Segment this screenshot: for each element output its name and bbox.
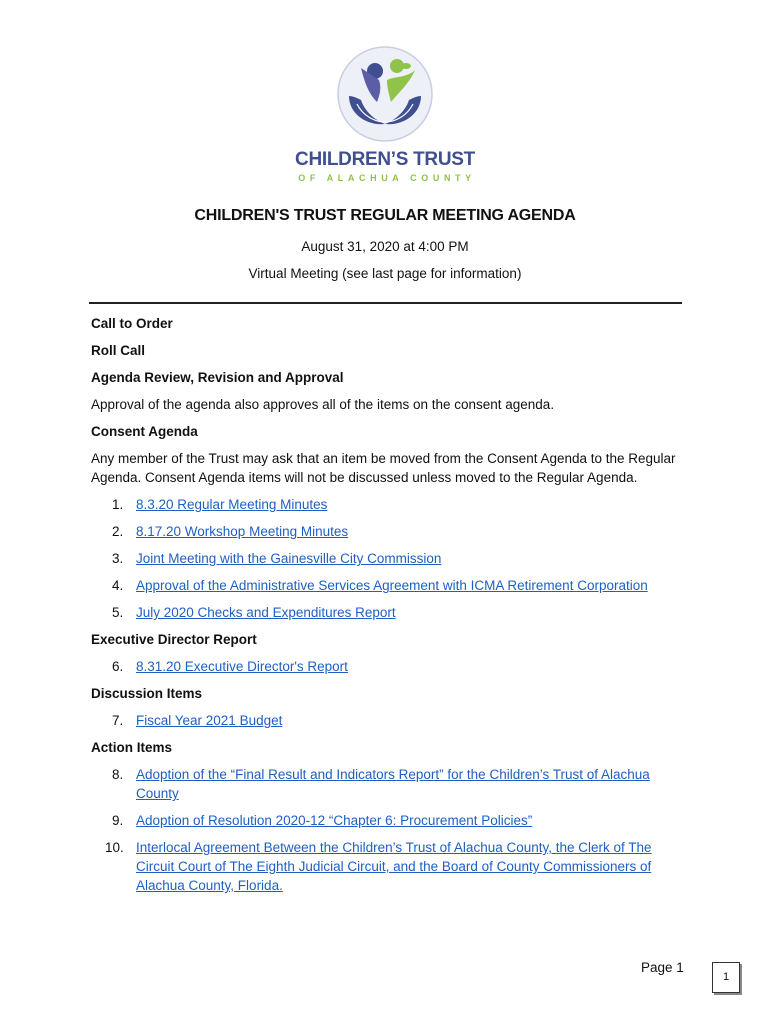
discussion-list: [91, 711, 681, 730]
consent-agenda-note: Any member of the Trust may ask that an item be moved from the Consent Agenda to the Regular Agenda. Consent Agenda items will not be discussed unless moved to the Regular Agenda.: [91, 451, 676, 485]
logo-title: CHILDREN’S TRUST: [295, 149, 475, 170]
agenda-item-link[interactable]: Joint Meeting with the Gainesville City Commission: [136, 551, 442, 566]
consent-agenda-list: [91, 495, 681, 622]
page-number-label: Page 1: [641, 960, 684, 975]
item-number: 6.: [112, 659, 124, 674]
agenda-item-link[interactable]: Adoption of the “Final Result and Indicators Report” for the Children’s Trust of Alachua County: [136, 767, 650, 801]
action-list: [91, 765, 681, 895]
agenda-item-link[interactable]: Fiscal Year 2021 Budget: [136, 713, 283, 728]
page-number-badge: 1: [712, 962, 740, 993]
list-item: [91, 657, 681, 676]
agenda-item-link[interactable]: Adoption of Resolution 2020-12 “Chapter 6: Procurement Policies”: [136, 813, 533, 828]
executive-report-list: [91, 657, 681, 676]
section-roll-call: Roll Call: [91, 343, 146, 358]
childrens-trust-logo-icon: [335, 44, 435, 144]
item-number: 9.: [112, 813, 124, 828]
agenda-item-link[interactable]: 8.17.20 Workshop Meeting Minutes: [136, 524, 349, 539]
logo-subtitle: OF ALACHUA COUNTY: [298, 173, 476, 183]
agenda-item-link[interactable]: 8.31.20 Executive Director's Report: [136, 659, 348, 674]
item-number: 3.: [112, 551, 124, 566]
section-discussion-items: Discussion Items: [91, 686, 203, 701]
section-call-to-order: Call to Order: [91, 316, 173, 331]
agenda-item-link[interactable]: Interlocal Agreement Between the Children’s Trust of Alachua County, the Clerk of The Circuit Court of The Eighth Judicial Circuit, and the Board of County Commissioners of Alachua County, Florida.: [136, 840, 652, 893]
list-item: [91, 711, 681, 730]
section-consent-agenda: Consent Agenda: [91, 424, 198, 439]
page-title: CHILDREN'S TRUST REGULAR MEETING AGENDA: [194, 207, 576, 224]
list-item: [91, 495, 681, 514]
agenda-item-link[interactable]: 8.3.20 Regular Meeting Minutes: [136, 497, 328, 512]
item-number: 2.: [112, 524, 124, 539]
list-item: [91, 765, 681, 803]
agenda-body: [91, 314, 681, 903]
list-item: [91, 603, 681, 622]
list-item: [91, 576, 681, 595]
agenda-item-link[interactable]: Approval of the Administrative Services Agreement with ICMA Retirement Corporation: [136, 578, 648, 593]
item-number: 4.: [112, 578, 124, 593]
item-number: 1.: [112, 497, 124, 512]
list-item: [91, 522, 681, 541]
list-item: [91, 838, 681, 895]
section-action-items: Action Items: [91, 740, 173, 755]
list-item: [91, 811, 681, 830]
section-executive-director-report: Executive Director Report: [91, 632, 257, 647]
agenda-item-link[interactable]: July 2020 Checks and Expenditures Report: [136, 605, 396, 620]
logo: [0, 44, 770, 184]
section-agenda-review: Agenda Review, Revision and Approval: [91, 370, 344, 385]
agenda-review-note: Approval of the agenda also approves all of the items on the consent agenda.: [91, 397, 555, 412]
list-item: [91, 549, 681, 568]
header-divider: [89, 302, 682, 304]
item-number: 5.: [112, 605, 124, 620]
item-number: 7.: [112, 713, 124, 728]
meeting-date: August 31, 2020 at 4:00 PM: [301, 239, 469, 254]
item-number: 8.: [112, 767, 124, 782]
item-number: 10.: [105, 840, 124, 855]
meeting-location: Virtual Meeting (see last page for information): [248, 266, 522, 281]
